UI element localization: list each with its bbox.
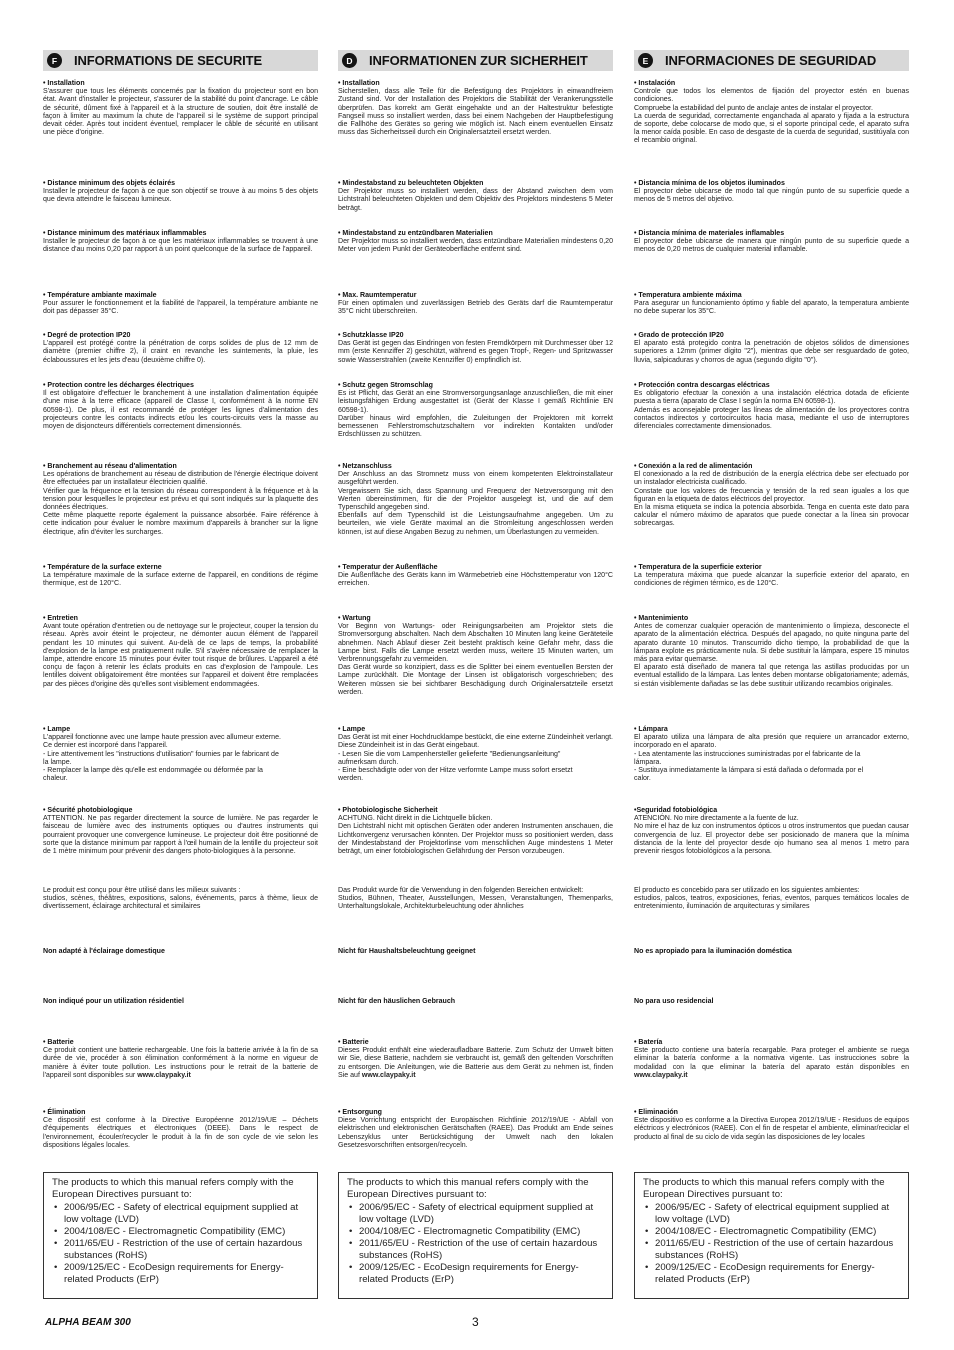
domestic-note: Nicht für Haushaltsbeleuchtung geeignet [338, 948, 476, 955]
block-distance-objects: • Distance minimum des objets éclairés Installer le projecteur de façon à ce que son objectif se trouve à au moins 5 des objets que devra atteindre le faisceau lumineux. [43, 180, 318, 204]
directives-intro: The products to which this manual refers comply with the European Directives pursuant to: [347, 1177, 589, 1200]
section-header [43, 50, 318, 71]
directives-box [338, 1172, 613, 1299]
page-number: 3 [472, 1315, 479, 1329]
intended-use-text: Le produit est conçu pour être utilisé dans les milieux suivants : studios, scènes, théâtres, expositions, salons, événements, parcs à thème, lieux de divertissement, éclairage architectural et similaires [43, 887, 318, 911]
battery-link[interactable]: www.claypaky.it [137, 1071, 191, 1079]
block-battery: • Batterie Dieses Produkt enthält eine wiederaufladbare Batterie. Zum Schutz der Umwelt bitten wir Sie, diese Batterie, nachdem sie verbraucht ist, gemäß den geltenden Vorschriften zu entsorgen. Die Anleitungen, wie die Batterie aus dem Gerät zu nehmen ist, finden Sie auf www.claypaky.it [338, 1039, 613, 1079]
domestic-note: No es apropiado para la iluminación doméstica [634, 948, 792, 955]
footer-model-name: ALPHA BEAM 300 [45, 1317, 131, 1328]
block-electric-protection: • Schutz gegen Stromschlag Es ist Pflicht, das Gerät an eine Stromversorgungsanlage anzuschließen, die mit einer leistungsfähigen Erdung ausgestattet ist (Gerät der Klasse I gemäß Richtlinie EN 60598-1). Darüber hinaus wird empfohlen, die Zuleitungen der Projektoren mit korrekt bemessenen Fehlerstromschutzschaltern vor indirekten Kontakten und/oder Erdschlüssen zu schützen. [338, 382, 613, 439]
directive-item: • 2004/108/EC - Electromagnetic Compatibility (EMC) [347, 1226, 604, 1238]
block-ip20: • Schutzklasse IP20 Das Gerät ist gegen das Eindringen von festen Fremdkörpern mit Durchmesser über 12 mm (erste Kennziffer 2) geschützt, während es gegen Tropf-, Regen- und Spritzwasser sowie Wasserstrahlen (zweite Kennziffer 0) empfindlich ist. [338, 332, 613, 364]
block-installation: • Installation S'assurer que tous les éléments concernés par la fixation du projecteur sont en bon état. Avant d'installer le projecteur, s'assurer de la stabilité du point d'ancrage. Le câble de sécurité, dûment fixé à l'appareil et à la structure de soutien, doit être installé de façon à limiter au maximum la chute de l'appareil si le système de support principal devait céder. Après tout incident éventuel, remplacer le câble de sécurité en utilisant une pièce d'origine. [43, 80, 318, 137]
block-mains-connection: • Netzanschluss Der Anschluss an das Stromnetz muss von einem kompetenten Elektroinstallateur ausgeführt werden. Vergewissern Sie sich, dass Spannung und Frequenz der Netzversorgung mit den Werten übereinstimmen, für die der Projektor ausgelegt ist, und die auf dem Typenschild angegeben sind. Ebenfalls auf dem Typenschild ist die Leistungsaufnahme angegeben. Um zu beurteilen, wie viele Geräte maximal an die Stromleitung angeschlossen werden können, ist auf diese Angaben Bezug zu nehmen, um Überlastungen zu vermeiden. [338, 463, 613, 536]
section-header [634, 50, 909, 71]
block-lamp: • Lampe Das Gerät ist mit einer Hochdrucklampe bestückt, die eine externe Zündeinheit verlangt. Diese Zündeinheit ist in das Gerät eingebaut. - Lesen Sie die vom Lampenhersteller gelieferte "Bedienungsanleitung" aufmerksam durch. - Eine beschädigte oder von der Hitze verformte Lampe muss sofort ersetzt werden. [338, 726, 613, 783]
block-maintenance: • Wartung Vor Beginn von Wartungs- oder Reinigungsarbeiten am Projektor stets die Stromversorgung abschalten. Nach dem Abschalten 10 Minuten lang keine Geräteteile abnehmen. Nach Ablauf dieser Zeit besteht praktisch keine Gefahr mehr, dass die Lampe birst. Falls die Lampe ersetzt werden muss, weitere 15 Minuten warten, um Verbrennungsgefahr zu vermeiden. Das Gerät wurde so konzipiert, dass es die Splitter bei einem eventuellen Bersten der Lampe zurückhält. Die Montage der Linsen ist obligatorisch vorgeschrieben; des Weiteren müssen sie bei sichtbarer Beschädigung durch Originalersatzteile ersetzt werden. [338, 615, 613, 696]
block-distance-flammable: • Mindestabstand zu entzündbaren Materialien Der Projektor muss so installiert werden, dass entzündbare Materialien mindestens 0,20 Meter von jedem Punkt der Geräteoberfläche entfernt sind. [338, 230, 613, 254]
block-ip20: • Degré de protection IP20 L'appareil est protégé contre la pénétration de corps solides de plus de 12 mm de diamètre (premier chiffre 2), il craint en revanche les suintements, la pluie, les éclaboussures et les jets d'eau (deuxième chiffre 0). [43, 332, 318, 364]
block-surface-temperature: • Température de la surface externe La température maximale de la surface externe de l'appareil, en conditions de régime thermique, est de 120°C. [43, 564, 318, 588]
block-disposal: • Entsorgung Diese Vorrichtung entspricht der Europäischen Richtlinie 2012/19/UE - Abfall von elektrischen und elektronischen Gerätschaften (RAEE). Das Produkt am Ende seines Lebenszyklus unter Berücksichtigung der Umwelt nach den lokalen Gesetzesvorschriften entsorgen/recyceln. [338, 1109, 613, 1149]
block-ambient-temperature: • Temperatura ambiente máxima Para asegurar un funcionamiento óptimo y fiable del aparato, la temperatura ambiente no debe superar los 35°C. [634, 292, 909, 316]
block-disposal: • Eliminación Este dispositivo es conforme a la Directiva Europea 2012/19/UE - Residuos de equipos eléctricos y electrónicos (RAEE). Con el fin de respetar el ambiente, eliminar/reciclar el producto al final de su ciclo de vida según las disposiciones de ley locales [634, 1109, 909, 1141]
block-maintenance: • Mantenimiento Antes de comenzar cualquier operación de mantenimiento o limpieza, desconecte el aparato de la alimentación eléctrica. Después del apagado, no quite ninguna parte del aparato durante 10 minutos. Transcurrido dicho tiempo, la probabilidad de que la lámpara explote es prácticamente nula. Si debe sustituir la lámpara, espere 15 minutos más para evitar quemarse. El aparato está diseñado de manera tal que retenga las astillas producidas por un eventual estallido de la lámpara. Las lentes deben montarse obligatoriamente; además, si están visiblemente dañadas se las debe sustituir utilizando recambios originales. [634, 615, 909, 688]
block-distance-objects: • Distancia mínima de los objetos iluminados El proyector debe ubicarse de modo tal que ningún punto de su superficie quede a menos de 5 metros del objetivo. [634, 180, 909, 204]
directive-item: • 2011/65/EU - Restriction of the use of certain hazardous substances (RoHS) [347, 1238, 604, 1262]
block-photobiological: • Photobiologische Sicherheit ACHTUNG. Nicht direkt in die Lichtquelle blicken. Den Lichtstrahl nicht mit optischen Geräten oder anderen Instrumenten anschauen, die Lichtkonvergenz verursachen könnten. Der Projektor muss so positioniert werden, dass der Mindestabstand der Projektorlinse vom menschlichen Auge mindestens 1 Meter beträgt, um einer fotobiologischen Gefährdung der Person vorzubeugen. [338, 807, 613, 856]
block-disposal: • Élimination Ce dispositif est conforme à la Directive Européenne 2012/19/UE – Déchets d'équipements électriques et électroniques (DEEE). Dans le respect de l'environnement, écouler/recycler le produit à la fin de son cycle de vie selon les dispositions légales locales. [43, 1109, 318, 1149]
directives-intro: The products to which this manual refers comply with the European Directives pursuant to: [643, 1177, 885, 1200]
directive-item: • 2006/95/EC - Safety of electrical equipment supplied at low voltage (LVD) [643, 1202, 900, 1226]
block-distance-flammable: • Distancia mínima de materiales inflamables El proyector debe ubicarse de manera que ningún punto de su superficie quede a menos de 0,20 metros de cualquier material inflamable. [634, 230, 909, 254]
block-lamp: • Lámpara El aparato utiliza una lámpara de alta presión que requiere un arrancador externo, incorporado en el aparato. - Lea atentamente las instrucciones suministradas por el fabricante de la lámpara. - Sustituya inmediatamente la lámpara si está dañada o deformada por el calor. [634, 726, 909, 783]
directive-item: • 2009/125/EC - EcoDesign requirements for Energy-related Products (ErP) [643, 1262, 900, 1286]
domestic-note: Non adapté à l'éclairage domestique [43, 948, 165, 955]
directive-item: • 2004/108/EC - Electromagnetic Compatibility (EMC) [52, 1226, 309, 1238]
directives-box [43, 1172, 318, 1299]
directive-item: • 2009/125/EC - EcoDesign requirements for Energy-related Products (ErP) [347, 1262, 604, 1286]
block-maintenance: • Entretien Avant toute opération d'entretien ou de nettoyage sur le projecteur, couper la tension du réseau. Après avoir éteint le projecteur, ne démonter aucun élément de l'appareil pendant les 10 minutes qui suivent. Au-delà de ce laps de temps, la probabilité d'explosion de la lampe est pratiquement nulle. S'il s'avère nécessaire de remplacer la lampe, attendre encore 15 minutes pour éviter tout risque de brûlures. L'appareil a été conçu de façon à retenir les éclats produits en cas d'explosion de l'ampoule. Les lentilles doivent obligatoirement être montées sur l'appareil et doivent être remplacées par des pièces d'origine dès qu'elles sont visiblement endommagées. [43, 615, 318, 688]
directive-item: • 2011/65/EU - Restriction of the use of certain hazardous substances (RoHS) [52, 1238, 309, 1262]
directive-item: • 2011/65/EU - Restriction of the use of certain hazardous substances (RoHS) [643, 1238, 900, 1262]
directives-intro: The products to which this manual refers comply with the European Directives pursuant to: [52, 1177, 294, 1200]
intended-use-text: El producto es concebido para ser utilizado en los siguientes ambientes: estudios, palcos, teatros, exposiciones, ferias, eventos, parques temáticos locales de entretenimiento, iluminación de arquitecturas y similares [634, 887, 909, 911]
column-german [338, 50, 613, 1300]
directive-item: • 2006/95/EC - Safety of electrical equipment supplied at low voltage (LVD) [52, 1202, 309, 1226]
block-photobiological: •Seguridad fotobiológica ATENCIÓN. No mire directamente a la fuente de luz. No mire el haz de luz con instrumentos ópticos u otros instrumentos que puedan causar convergencia de luz. El proyector debe ser posicionado de manera que la mínima distancia de la lente del proyector desde ojo humano sea al menos 1 metro para prevenir riesgos fotobiológicos a la persona. [634, 807, 909, 856]
residential-note: Non indiqué pour un utilization résidentiel [43, 998, 184, 1005]
residential-note: No para uso residencial [634, 998, 714, 1005]
block-mains-connection: • Conexión a la red de alimentación El conexionado a la red de distribución de la energía eléctrica debe ser efectuado por un instalador electricista cualificado. Constate que los valores de frecuencia y tensión de la red sean iguales a los que figuran en la etiqueta de datos eléctricos del proyector. En la misma etiqueta se indica la potencia absorbida. Tenga en cuenta este dato para calcular el número máximo de aparatos que puede conectar a la línea sin provocar sobrecargas. [634, 463, 909, 528]
block-installation: • Installation Sicherstellen, dass alle Teile für die Befestigung des Projektors in einwandfreiem Zustand sind. Vor der Installation des Projektors die Stabilität der Verankerungsstelle überprüfen. Das korrekt am Gerät eingehakte und an der Haltestruktur befestigte Fangseil muss so installiert werden, dass bei einem Nachgeben der Hauptbefestigung die Fallhöhe des Gerätes so gering wie möglich ist. Nach einem eventuellen Einsatz muss das Sicherheitsseil durch ein Originalersatzteil ersetzt werden. [338, 80, 613, 137]
block-battery: • Batería Este producto contiene una batería recargable. Para proteger el ambiente se ruega eliminar la batería conforme a la normativa vigente. Las instrucciones sobre la modalidad con la que eliminar la batería del aparato están disponibles en www.claypaky.it [634, 1039, 909, 1079]
language-badge: E [638, 53, 653, 68]
column-spanish [634, 50, 909, 1300]
block-distance-flammable: • Distance minimum des matériaux inflammables Installer le projecteur de façon à ce que les matériaux inflammables se trouvent à une distance d'au moins 0,20 par rapport à un point quelconque de la surface de l'appareil. [43, 230, 318, 254]
section-title: INFORMACIONES DE SEGURIDAD [665, 53, 877, 68]
block-photobiological: • Sécurité photobiologique ATTENTION. Ne pas regarder directement la source de lumière. Ne pas regarder le faisceau de lumière avec des instruments optiques ou d'autres instruments qui pourraient provoquer une convergence lumineuse. Le projecteur doit être positionné de sorte que la distance minimum par rapport à l'œil humain de la lentille du projecteur soit de 1 mètre minimum pour prévenir des dangers photo-biologiques à la personne. [43, 807, 318, 856]
block-electric-protection: • Protection contre les décharges électriques Il est obligatoire d'effectuer le branchement à une installation d'alimentation équipée d'une mise à la terre efficace (appareil de Classe I, conformément à la norme EN 60598-1). De plus, il est recommandé de protéger les lignes d'alimentation des projecteurs contre les contacts indirects et/ou les courts-circuits vers la masse au moyen de disjoncteurs différentiels correctement dimensionnés. [43, 382, 318, 431]
section-title: INFORMATIONEN ZUR SICHERHEIT [369, 53, 588, 68]
battery-link[interactable]: www.claypaky.it [361, 1071, 416, 1079]
intended-use-text: Das Produkt wurde für die Verwendung in den folgenden Bereichen entwickelt: Studios, Bühnen, Theater, Ausstellungen, Messen, Veranstaltungen, Themenparks, Unterhaltungslokale, Architekturbeleuchtung oder ähnliches [338, 887, 613, 911]
block-ambient-temperature: • Température ambiante maximale Pour assurer le fonctionnement et la fiabilité de l'appareil, la température ambiante ne doit pas dépasser 35°C. [43, 292, 318, 316]
section-header [338, 50, 613, 71]
language-badge: F [47, 53, 62, 68]
section-title: INFORMATIONS DE SECURITE [74, 53, 263, 68]
block-ip20: • Grado de protección IP20 El aparato está protegido contra la penetración de objetos sólidos de dimensiones superiores a 12mm (primer dígito "2"), mientras que debe ser resguardado de goteo, lluvia, salpicaduras y chorros de agua (segundo dígito "0"). [634, 332, 909, 364]
block-ambient-temperature: • Max. Raumtemperatur Für einen optimalen und zuverlässigen Betrieb des Geräts darf die Raumtemperatur 35°C nicht überschreiten. [338, 292, 613, 316]
block-electric-protection: • Protección contra descargas eléctricas Es obligatorio efectuar la conexión a una instalación eléctrica dotada de eficiente puesta a tierra (aparato de Clase I según la norma EN 60598-1). Además es aconsejable proteger las líneas de alimentación de los proyectores contra contactos indirectos y cortocircuitos hacia masa, mediante el uso de interruptores diferenciales correctamente dimensionados. [634, 382, 909, 431]
language-badge: D [342, 53, 357, 68]
block-surface-temperature: • Temperatura de la superficie exterior La temperatura máxima que puede alcanzar la superficie exterior del aparato, en condiciones de régimen térmico, es de 120°C. [634, 564, 909, 588]
block-battery: • Batterie Ce produit contient une batterie rechargeable. Une fois la batterie arrivée à la fin de sa durée de vie, procéder à son élimination conformément à la norme en vigueur de manière à éviter toute pollution. Les instructions pour le retrait de la batterie de l'appareil sont disponibles sur www.claypaky.it [43, 1039, 318, 1079]
residential-note: Nicht für den häuslichen Gebrauch [338, 998, 456, 1005]
block-lamp: • Lampe L'appareil fonctionne avec une lampe haute pression avec allumeur externe. Ce dernier est incorporé dans l'appareil. - Lire attentivement les "instructions d'utilisation" fournies par le fabricant de la lampe. - Remplacer la lampe dès qu'elle est endommagée ou déformée par la chaleur. [43, 726, 281, 783]
column-french [43, 50, 318, 1300]
directive-item: • 2004/108/EC - Electromagnetic Compatibility (EMC) [643, 1226, 900, 1238]
block-mains-connection: • Branchement au réseau d'alimentation Les opérations de branchement au réseau de distribution de l'énergie électrique doivent être effectuées par un installateur électricien qualifié. Vérifier que la fréquence et la tension du réseau correspondent à la fréquence et à la tension pour lesquelles le projecteur est prévu et qui sont indiqués sur la plaquette des données électriques. Cette même plaquette reporte également la puissance absorbée. Faire référence à cette indication pour évaluer le nombre maximum d'appareils à brancher sur la ligne électrique, afin d'éviter les surcharges. [43, 463, 318, 536]
directive-item: • 2006/95/EC - Safety of electrical equipment supplied at low voltage (LVD) [347, 1202, 604, 1226]
block-distance-objects: • Mindestabstand zu beleuchteten Objekten Der Projektor muss so installiert werden, dass der Abstand zwischen dem vom Lichtstrahl beleuchteten Objekten und dem Objektiv des Projektors mindestens 5 Meter beträgt. [338, 180, 613, 212]
block-installation: • Instalación Controle que todos los elementos de fijación del proyector estén en buenas condiciones. Compruebe la estabilidad del punto de anclaje antes de instalar el proyector. La cuerda de seguridad, correctamente enganchada al aparato y fijada a la estructura de soporte, debe colocarse de modo que, si el soporte principal cede, el aparato sufra la menor caída posible. En caso de desgaste de la cuerda de seguridad, sustitúyala con el recambio original. [634, 80, 909, 145]
directives-box [634, 1172, 909, 1299]
directive-item: • 2009/125/EC - EcoDesign requirements for Energy-related Products (ErP) [52, 1262, 309, 1286]
battery-link[interactable]: www.claypaky.it [634, 1071, 688, 1079]
block-surface-temperature: • Temperatur der Außenfläche Die Außenfläche des Geräts kann im Wärmebetrieb eine Höchsttemperatur von 120°C erreichen. [338, 564, 613, 588]
